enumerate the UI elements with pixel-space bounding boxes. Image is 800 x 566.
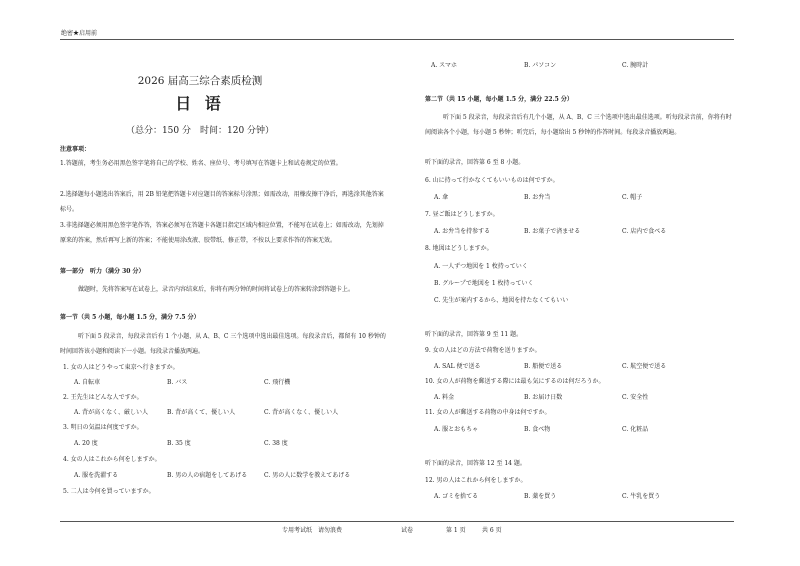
q10-option-b: B. お届け日数: [524, 394, 563, 401]
listen-9-11: 听下面的录音，回答第 9 至 11 题。: [425, 331, 523, 338]
question-7: 7. 昼ご飯はどうしますか。: [425, 211, 499, 218]
q8-option-a: A. 一人ずつ地図を 1 枚持っていく: [434, 263, 528, 270]
q5-option-c: C. 腕時計: [622, 62, 649, 69]
question-6: 6. 山に持って行かなくてもいいものは何ですか。: [425, 177, 559, 184]
q10-option-c: C. 安全性: [622, 394, 649, 401]
question-8: 8. 地図はどうしますか。: [425, 245, 493, 252]
footer-note: 专用考试纸 请勿浪费: [282, 527, 343, 534]
notice-1: 1.答题前，考生务必用黑色签字笔将自己的学校、姓名、座位号、考号填写在答题卡上和试卷规定的位置。: [60, 160, 342, 167]
footer-rule: [60, 521, 734, 522]
footer-paper: 试卷: [401, 527, 414, 534]
q11-option-a: A. 服とおもちゃ: [434, 426, 479, 433]
q12-option-c: C. 牛乳を買う: [622, 493, 661, 500]
q7-option-a: A. お弁当を持参する: [434, 228, 491, 235]
q9-option-c: C. 航空便で送る: [622, 363, 667, 370]
question-10: 10. 女の人が荷物を郵送する際には最も気にするのは何だろうか。: [425, 378, 605, 385]
q8-option-c: C. 先生が案内するから、地図を持たなくてもいい: [434, 297, 569, 304]
score-time: （总分：150 分 时间：120 分钟）: [125, 126, 275, 136]
secret-label: 绝密★启用前: [61, 30, 98, 37]
q9-option-a: A. SAL 便で送る: [434, 363, 481, 370]
sec2-desc: 听下面 5 段录音，每段录音后有几个小题，从 A、B、C 三个选项中选出最佳选项。听每段录音前，你将有时间阅读各个小题，每小题 5 秒钟；听完后，每小题给出 5 秒钟的作答时间。每段录音播放两遍。: [425, 114, 732, 136]
subject-title: 日 语: [175, 94, 225, 113]
question-2: 2. 王先生はどんな人ですか。: [63, 394, 143, 401]
q2-option-b: B. 背が高くて、優しい人: [167, 409, 236, 416]
q4-option-c: C. 男の人に数学を教えてあげる: [264, 472, 351, 479]
notice-title: 注意事项：: [60, 146, 91, 153]
q7-option-c: C. 店内で食べる: [622, 228, 667, 235]
q11-option-b: B. 食べ物: [524, 426, 551, 433]
q3-option-c: C. 38 度: [264, 440, 288, 447]
question-5: 5. 二人は今何を買っていますか。: [63, 488, 155, 495]
q3-option-b: B. 35 度: [167, 440, 191, 447]
question-12: 12. 男の人はこれから何をしますか。: [425, 477, 527, 484]
q8-option-b: B. グループで地図を 1 枚持っていく: [434, 280, 534, 287]
q1-option-c: C. 飛行機: [264, 379, 291, 386]
q4-option-b: B. 男の人の宿題をしてあげる: [167, 472, 248, 479]
notice-3: 3.非选择题必须用黑色签字笔作答，答案必须写在答题卡各题目指定区域内相应位置，不能写在试卷上；如需改动，先划掉原来的答案，然后再写上新的答案；不能使用涂改液、胶带纸、修正带，不按以上要求作答的答案无效。: [60, 222, 384, 244]
q11-option-c: C. 化粧品: [622, 426, 649, 433]
q1-option-a: A. 自転車: [74, 379, 101, 386]
notice-2: 2.选择题每小题选出答案后，用 2B 铅笔把答题卡对应题目的答案标号涂黑；如需改动，用橡皮擦干净后，再选涂其他答案标号。: [60, 191, 384, 213]
question-9: 9. 女の人はどの方法で荷物を送りますか。: [425, 347, 541, 354]
header-rule: [60, 39, 734, 40]
part1-desc: 做题时，先将答案写在试卷上，录音内容结束后，你将有两分钟的时间将试卷上的答案转涂到答题卡上。: [78, 286, 355, 293]
q4-option-a: A. 服を洗濯する: [74, 472, 119, 479]
q6-option-a: A. 傘: [434, 194, 449, 201]
q12-option-b: B. 薬を買う: [524, 493, 557, 500]
q3-option-a: A. 20 度: [74, 440, 98, 447]
q6-option-b: B. お弁当: [524, 194, 551, 201]
q2-option-a: A. 背が高くなく、厳しい人: [74, 409, 149, 416]
footer-page-number: 第 1 页: [446, 527, 466, 534]
listen-12-14: 听下面的录音，回答第 12 至 14 题。: [425, 460, 526, 467]
q5-option-a: A. スマホ: [431, 62, 458, 69]
part1-title: 第一部分 听力（满分 30 分）: [60, 268, 145, 275]
q10-option-a: A. 料金: [434, 394, 455, 401]
exam-title: 2026 届高三综合素质检测: [137, 75, 263, 87]
q9-option-b: B. 船便で送る: [524, 363, 563, 370]
question-3: 3. 明日の気温は何度ですか。: [63, 424, 143, 431]
q1-option-b: B. バス: [167, 379, 188, 386]
sec2-title: 第二节（共 15 小题，每小题 1.5 分，满分 22.5 分）: [425, 96, 573, 103]
q12-option-a: A. ゴミを捨てる: [434, 493, 479, 500]
q6-option-c: C. 帽子: [622, 194, 643, 201]
sec1-desc: 听下面 5 段录音，每段录音后有 1 个小题，从 A、B、C 三个选项中选出最佳选项。每段录音后，都留有 10 秒钟的时间回答该小题和阅读下一小题。每段录音播放两遍。: [60, 333, 386, 355]
listen-6-8: 听下面的录音，回答第 6 至 8 小题。: [425, 159, 525, 166]
q5-option-b: B. パソコン: [524, 62, 557, 69]
q7-option-b: B. お菓子で済ませる: [524, 228, 581, 235]
footer-total-pages: 共 6 页: [482, 527, 502, 534]
question-1: 1. 女の人はどうやって東京へ行きますか。: [63, 364, 179, 371]
question-11: 11. 女の人が郵送する荷物の中身は何ですか。: [425, 409, 551, 416]
q2-option-c: C. 背が高くなく、優しい人: [264, 409, 339, 416]
sec1-title: 第一节（共 5 小题，每小题 1.5 分，满分 7.5 分）: [60, 314, 200, 321]
question-4: 4. 女の人はこれから何をしますか。: [63, 456, 161, 463]
